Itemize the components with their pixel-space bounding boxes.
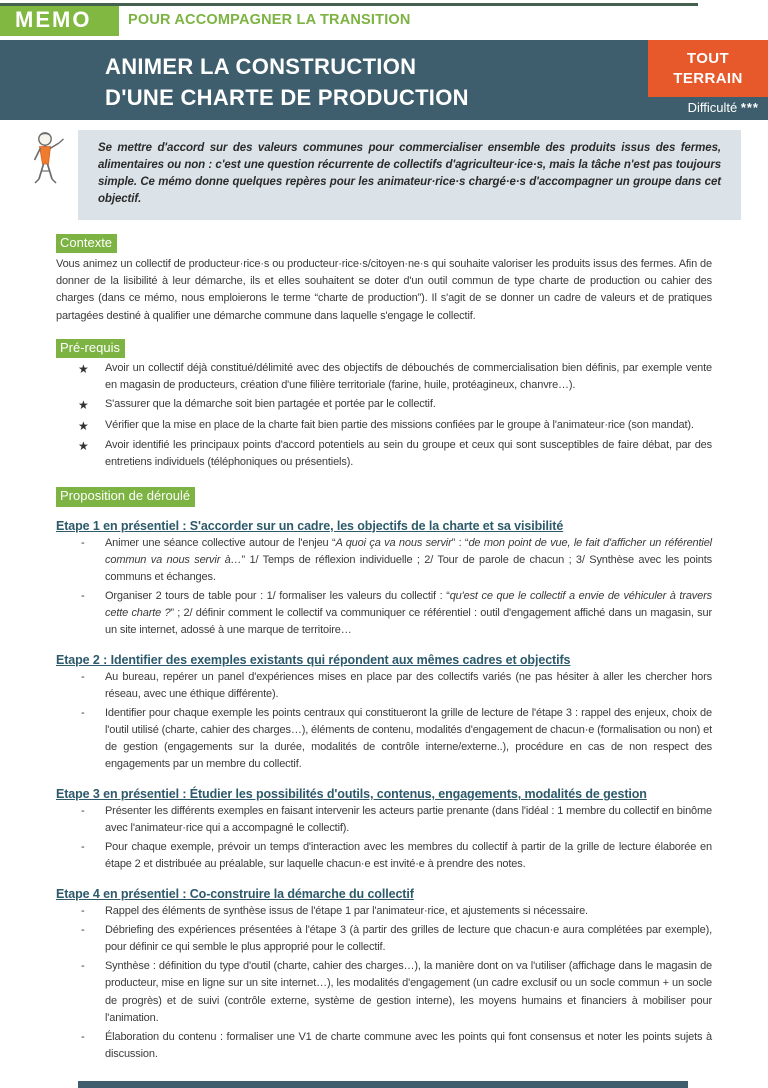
page-title-line-2: D'UNE CHARTE DE PRODUCTION (105, 84, 469, 110)
list-item (56, 1029, 712, 1063)
list-item-text: Vérifier que la mise en place de la charte fait bien partie des missions confiées par le groupe à l'animateur·rice (son mandat). (105, 418, 694, 431)
dash-bullet-icon: - (81, 1030, 85, 1043)
list-item (56, 535, 712, 586)
dash-bullet-icon: - (81, 960, 85, 973)
list-item-text: Identifier pour chaque exemple les points centraux qui constitueront la grille de lecture de l'étape 3 : rappel des enjeux, choix de l'outil utilisé (charte, cahier des charges…), éléments de contenu, modalités d'engagement de chacun·e (formalisation ou non) et de gestion (engagements sur la durée, modalités de contrôle interne/externe..), procédure en cas de non respect des engagements par un membre du collectif. (105, 706, 712, 771)
list-item-text: Synthèse : définition du type d'outil (charte, cahier des charges…), la manière dont on va l'utiliser (affichage dans le magasin de producteur, mise en ligne sur un site internet…), les modalités d'engagement (un cadre exclusif ou un socle commun + un socle de progrès) et de suivi (contrôle externe, système de gestion interne), les moyens humains et financiers à mobiliser pour l'animation. (105, 960, 712, 1024)
text-segment-italic: A quoi ça va nous servir (335, 536, 452, 549)
etape-4-list (56, 903, 712, 1062)
topbar (0, 3, 768, 36)
etape-3-heading: Etape 3 en présentiel : Étudier les possibilités d'outils, contenus, engagements, modalités de gestion (56, 787, 647, 802)
list-item-text (105, 535, 712, 586)
difficulty-stars: *** (740, 100, 759, 115)
etape-4-section (56, 887, 712, 1062)
dash-bullet-icon: - (81, 905, 85, 918)
intro-text: Se mettre d'accord sur des valeurs communes pour commercialiser ensemble des produits issus des fermes, alimentaires ou non : c'est une question récurrente de collectifs d'agriculteur·ice·s, mais la tâche n'est pas toujours simple. Ce mémo donne quelques repères pour les animateur·rice·s chargé·e·s d'accompagner un groupe dans cet objectif. (98, 142, 721, 206)
etape-1-list (56, 535, 712, 639)
list-item (56, 922, 712, 956)
list-item-text: Débriefing des expériences présentées à l'étape 3 (à partir des grilles de lecture que chacun·e aura complétées par exemple), pour définir ce qui semble le plus approprié pour le collectif. (105, 924, 712, 954)
contexte-heading: Contexte (56, 234, 117, 253)
text-segment-italic: qu'est ce que le collectif a envie de véhiculer à travers cette charte ? (105, 589, 712, 619)
dash-bullet-icon: - (81, 805, 85, 818)
etape-3-list (56, 803, 712, 873)
badge-line-2: TERRAIN (673, 69, 743, 87)
star-bullet-icon: ★ (78, 418, 89, 433)
dash-bullet-icon: - (81, 670, 85, 683)
etape-1-section (56, 519, 712, 639)
list-item-text: Rappel des éléments de synthèse issus de l'étape 1 par l'animateur·rice, et ajustements si nécessaire. (105, 905, 588, 918)
deroule-section (56, 487, 712, 506)
list-item-text: Élaboration du contenu : formaliser une V1 de charte commune avec les points qui font consensus et noter les points sujets à discussion. (105, 1030, 712, 1060)
list-item (56, 669, 712, 703)
prerequis-heading: Pré-requis (56, 339, 125, 358)
star-bullet-icon: ★ (78, 439, 89, 454)
star-bullet-icon: ★ (78, 361, 89, 376)
difficulty-text: Difficulté (687, 100, 738, 115)
memo-logo (0, 3, 119, 36)
intro-section (26, 130, 741, 220)
difficulty-label (688, 100, 759, 115)
star-bullet-icon: ★ (78, 397, 89, 412)
page-title (105, 52, 469, 114)
badge-line-1: TOUT (686, 50, 730, 67)
tout-terrain-badge (648, 40, 768, 97)
previous-page-edge (0, 3, 698, 6)
list-item-text: Présenter les différents exemples en faisant intervenir les acteurs partie prenante (dans l'idéal : 1 membre du collectif en binôme avec l'animateur·rice qui a accompagné le collectif). (105, 805, 712, 835)
deroule-heading: Proposition de déroulé (56, 487, 195, 506)
dash-bullet-icon: - (81, 706, 85, 719)
list-item (56, 903, 712, 920)
dash-bullet-icon: - (81, 841, 85, 854)
prerequis-list (56, 360, 712, 471)
list-item (56, 396, 712, 415)
etape-2-list (56, 669, 712, 773)
dash-bullet-icon: - (81, 924, 85, 937)
etape-2-section (56, 653, 712, 773)
list-item (56, 958, 712, 1026)
etape-2-heading: Etape 2 : Identifier des exemples existants qui répondent aux mêmes cadres et objectifs (56, 652, 571, 667)
dash-bullet-icon: - (81, 589, 85, 602)
text-segment-italic: de mon point de vue, le fait d'afficher un référentiel commun va nous servir à… (105, 536, 712, 566)
text-segment: Animer une séance collective autour de l'enjeu “ (105, 536, 336, 549)
text-segment: ” : “ (451, 536, 469, 549)
prerequis-section (56, 339, 712, 472)
list-item (56, 417, 712, 436)
list-item (56, 803, 712, 837)
intro-callout (78, 130, 741, 220)
list-item (56, 437, 712, 471)
text-segment: Organiser 2 tours de table pour : 1/ formaliser les valeurs du collectif : “ (105, 589, 450, 602)
memo-logo-text: MEMO (15, 6, 92, 32)
list-item-text: S'assurer que la démarche soit bien partagée et portée par le collectif. (105, 397, 436, 410)
contexte-paragraph: Vous animez un collectif de producteur·rice·s ou producteur·rice·s/citoyen·ne·s qui souhaite valoriser les produits issus des fermes. Afin de donner de la lisibilité à leur démarche, ils et elles souhaitent se doter d'un outil commun de type charte de production ou cahier des charges (dans ce mémo, nous emploierons le terme “charte de production”). Il s'agit de se donner un cadre de valeurs et de pratiques partagées destiné à qualifier une démarche commune dans laquelle s'engage le collectif. (56, 258, 712, 322)
text-segment: ” ; 2/ définir comment le collectif va communiquer ce référentiel : outil d'engagement affiché dans un magasin, sur un site internet, adossé à une marque de territoire… (105, 606, 712, 636)
list-item-text: Au bureau, repérer un panel d'expériences mises en place par des collectifs variés (ne pas hésiter à aller les chercher hors réseau, avec une éthique différente). (105, 670, 712, 700)
list-item-text: Avoir identifié les principaux points d'accord potentiels au sein du groupe et ceux qui sont susceptibles de faire débat, par des entretiens individuels (téléphoniques ou présentiels). (105, 439, 712, 469)
text-segment: ” 1/ Temps de réflexion individuelle ; 2/ Tour de parole de chacun ; 3/ Synthèse avec les points communs et échanges. (105, 553, 712, 583)
etape-3-section (56, 787, 712, 873)
list-item-text: Pour chaque exemple, prévoir un temps d'interaction avec les membres du collectif à partir de la grille de lecture élaborée en étape 2 et distribuée au préalable, sur laquelle chacun·e est invité·e à prendre des notes. (105, 841, 712, 871)
list-item (56, 360, 712, 394)
topbar-tagline: POUR ACCOMPAGNER LA TRANSITION (128, 11, 411, 28)
list-item-text (105, 588, 712, 639)
dash-bullet-icon: - (81, 536, 85, 549)
page-title-line-1: ANIMER LA CONSTRUCTION (105, 54, 417, 79)
memo-document-page (0, 3, 768, 1088)
presenter-figure-icon (26, 130, 78, 220)
list-item (56, 705, 712, 773)
list-item-text: Avoir un collectif déjà constitué/délimité avec des objectifs de débouchés de commercialisation bien définis, par exemple vente en magasin de producteurs, création d'une filière territoriale (farine, huile, protéagineux, chanvre…). (105, 361, 712, 391)
etape-1-heading: Etape 1 en présentiel : S'accorder sur un cadre, les objectifs de la charte et sa visibilité (56, 518, 564, 533)
list-item (56, 588, 712, 639)
title-band (0, 40, 768, 120)
list-item (56, 839, 712, 873)
etape-4-heading: Etape 4 en présentiel : Co-construire la démarche du collectif (56, 887, 414, 902)
contexte-section (56, 234, 712, 324)
